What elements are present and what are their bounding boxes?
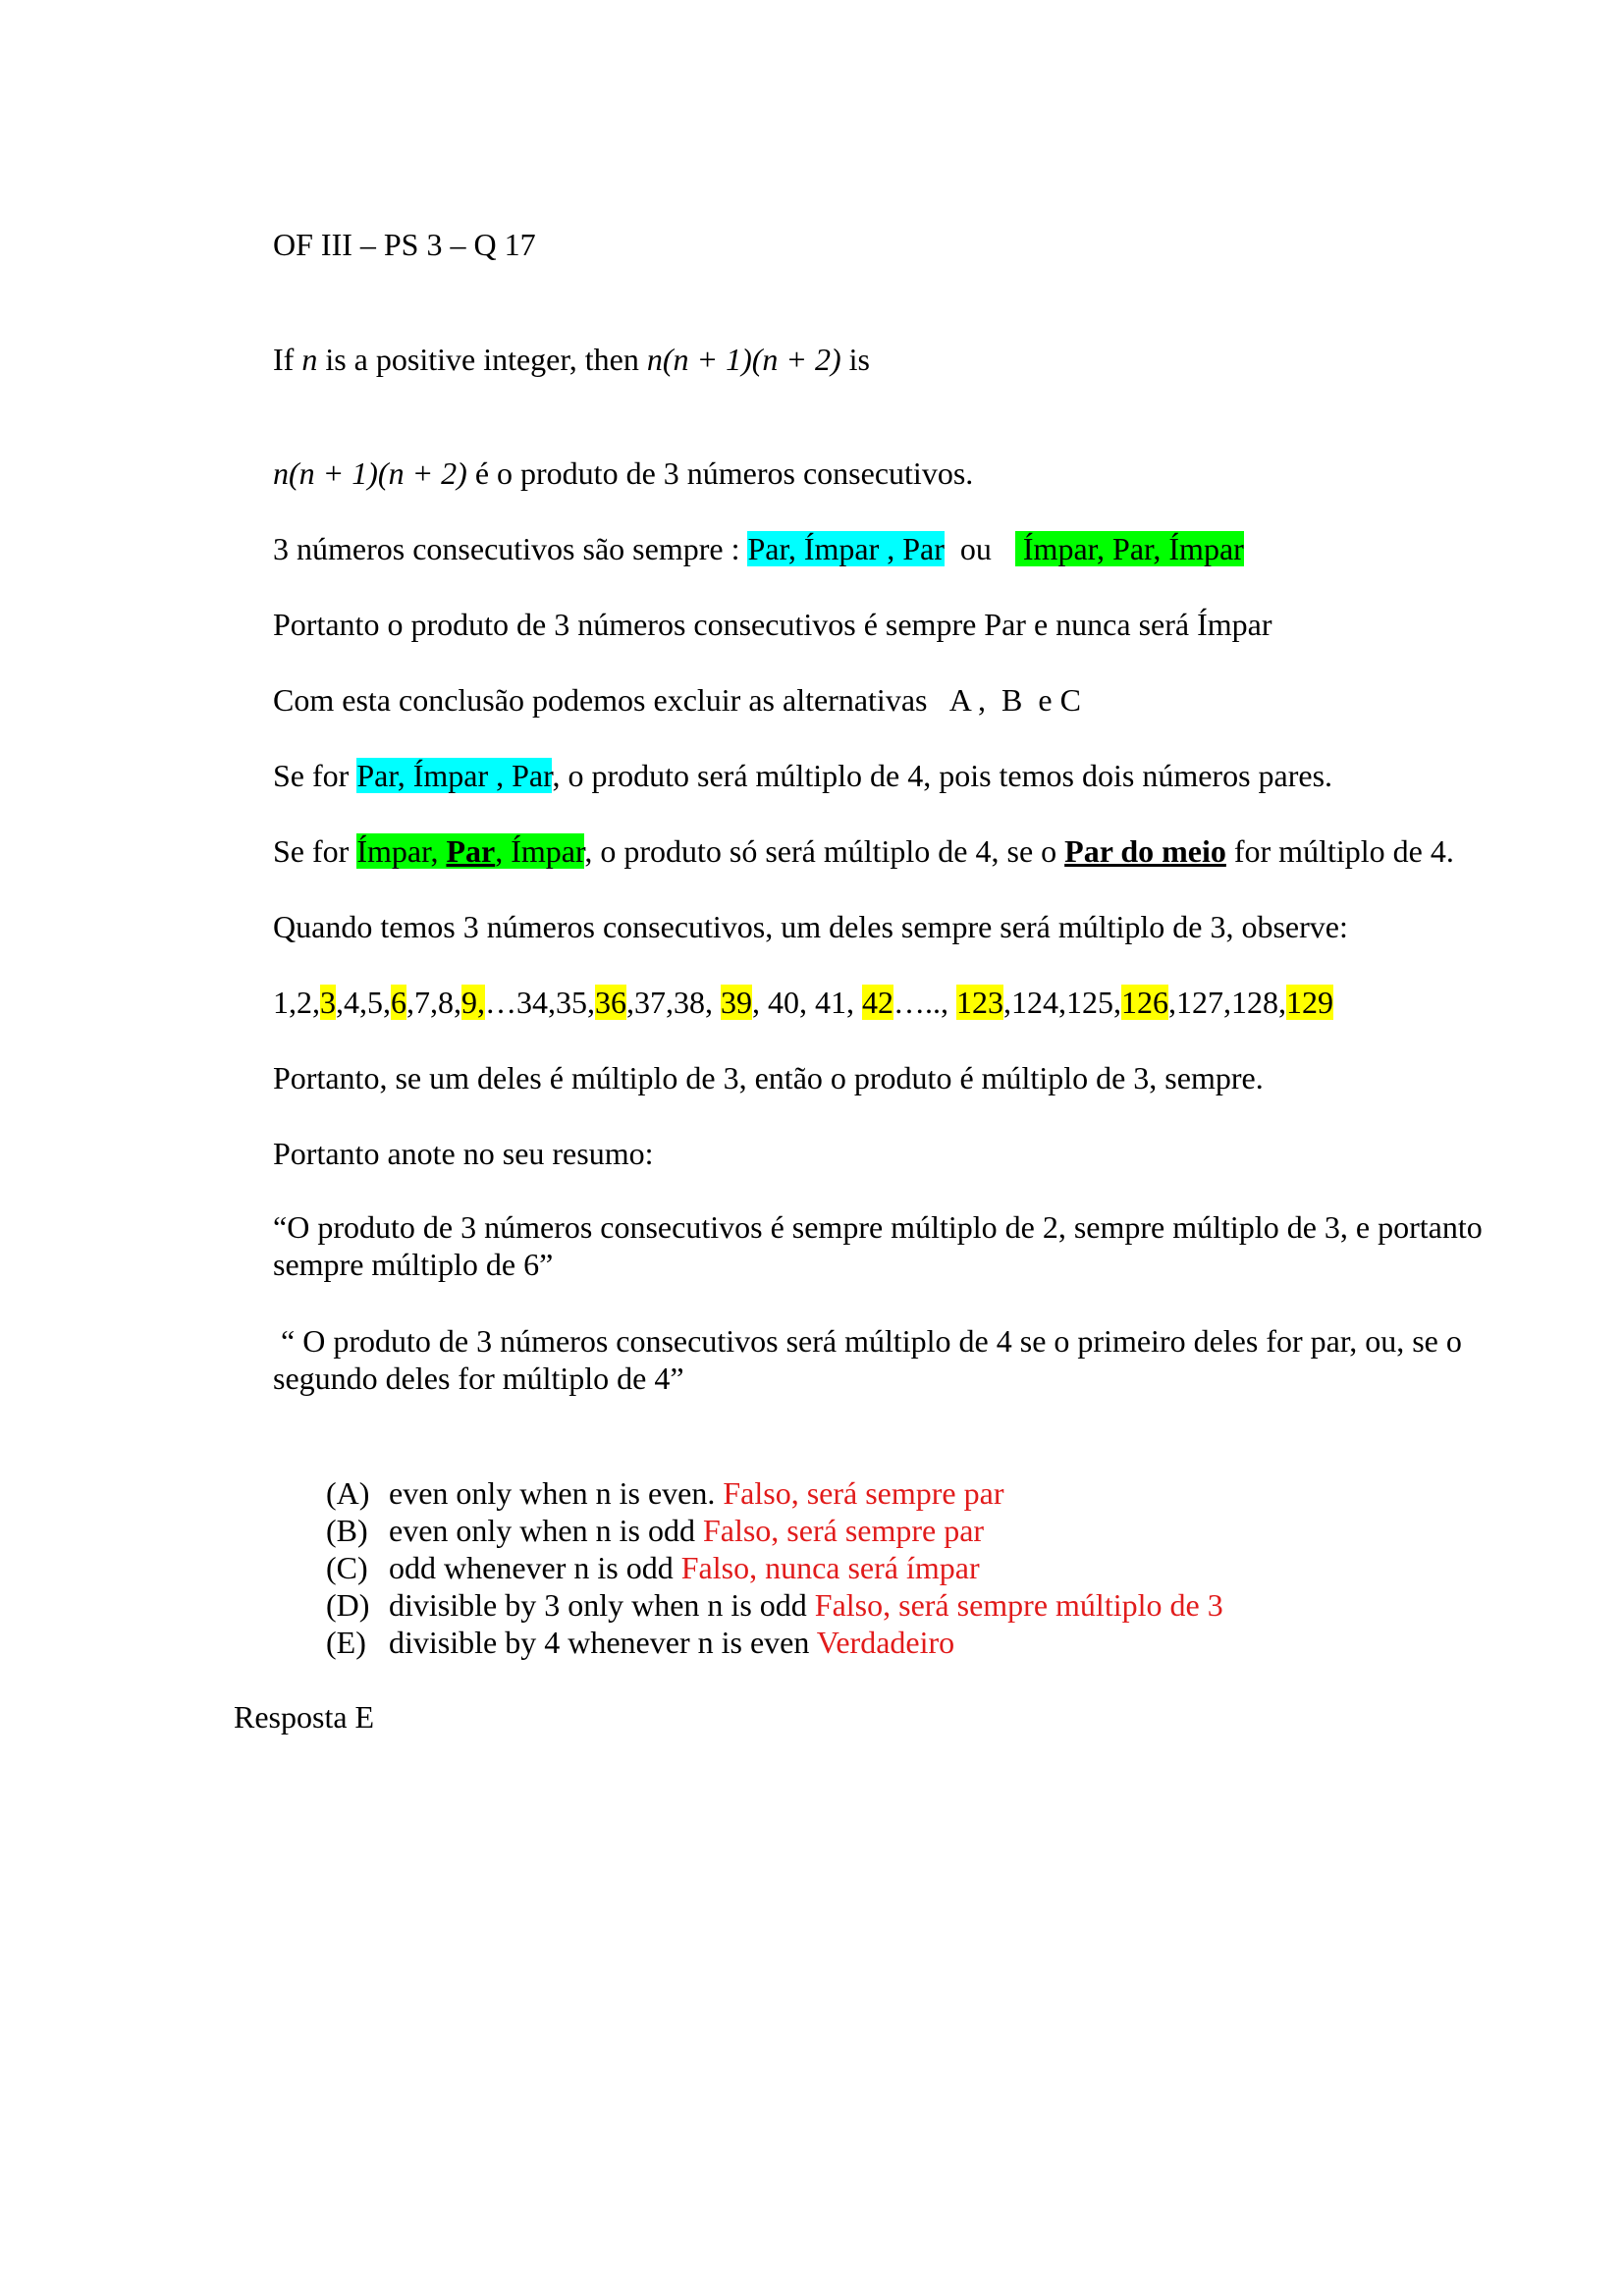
question-line bbox=[273, 341, 870, 378]
seq-text: ,4,5, bbox=[336, 985, 391, 1020]
sequence-line bbox=[273, 984, 1333, 1021]
par-do-meio: Par do meio bbox=[1064, 833, 1226, 869]
option-letter: (D) bbox=[326, 1587, 370, 1623]
question-p1: If bbox=[273, 342, 302, 377]
patterns-line bbox=[273, 530, 1244, 567]
case2-lead: Se for bbox=[273, 833, 357, 869]
case2-highlight bbox=[356, 833, 584, 869]
seq-highlight: 39 bbox=[721, 985, 752, 1020]
patterns-ou: ou bbox=[944, 531, 1015, 566]
question-p2: is a positive integer, then bbox=[317, 342, 647, 377]
case1-rest: , o produto será múltiplo de 4, pois temos dois números pares. bbox=[552, 758, 1333, 793]
conclusion-even: Portanto o produto de 3 números consecutivos é sempre Par e nunca será Ímpar bbox=[273, 607, 1272, 642]
option-letter: (B) bbox=[326, 1513, 368, 1548]
option-letter: (A) bbox=[326, 1475, 370, 1511]
option-b bbox=[326, 1512, 984, 1549]
case1-lead: Se for bbox=[273, 758, 357, 793]
seq-text: ….., bbox=[893, 985, 956, 1020]
case2-h3: , Ímpar bbox=[495, 833, 585, 869]
seq-text: …34,35, bbox=[485, 985, 595, 1020]
option-a bbox=[326, 1474, 1003, 1512]
seq-text: ,124,125, bbox=[1003, 985, 1121, 1020]
statement-text: é o produto de 3 números consecutivos. bbox=[466, 455, 974, 491]
doc-header: OF III – PS 3 – Q 17 bbox=[273, 227, 536, 262]
summary-quote-2: “ O produto de 3 números consecutivos será múltiplo de 4 se o primeiro deles for par, ou, se o segundo deles for múltiplo de 4” bbox=[273, 1323, 1470, 1396]
seq-highlight: 129 bbox=[1286, 985, 1333, 1020]
option-note: Verdadeiro bbox=[816, 1625, 955, 1660]
seq-highlight: 36 bbox=[595, 985, 626, 1020]
case1-highlight: Par, Ímpar , Par bbox=[356, 758, 553, 793]
seq-highlight: 123 bbox=[956, 985, 1003, 1020]
option-d bbox=[326, 1586, 1223, 1624]
seq-highlight: 9, bbox=[461, 985, 485, 1020]
note-lead: Portanto anote no seu resumo: bbox=[273, 1136, 654, 1171]
pattern-par-impar-par: Par, Ímpar , Par bbox=[747, 531, 945, 566]
option-note: Falso, nunca será ímpar bbox=[680, 1550, 980, 1585]
case2-h1: Ímpar, bbox=[356, 833, 447, 869]
exclusion-line: Com esta conclusão podemos excluir as alternativas A , B e C bbox=[273, 682, 1081, 718]
case2-h2: Par bbox=[446, 833, 496, 869]
option-note: Falso, será sempre múltiplo de 3 bbox=[814, 1587, 1223, 1623]
option-text: even only when n is even. bbox=[389, 1475, 724, 1511]
case2-mid: , o produto só será múltiplo de 4, se o bbox=[584, 833, 1065, 869]
patterns-lead: 3 números consecutivos são sempre : bbox=[273, 531, 748, 566]
statement-line bbox=[273, 454, 973, 492]
seq-highlight: 42 bbox=[862, 985, 893, 1020]
seq-highlight: 6 bbox=[391, 985, 406, 1020]
question-var-n: n bbox=[301, 342, 318, 377]
seq-text: ,7,8, bbox=[406, 985, 461, 1020]
seq-text: ,37,38, bbox=[626, 985, 721, 1020]
option-e bbox=[326, 1624, 954, 1661]
conclusion-mult3: Portanto, se um deles é múltiplo de 3, então o produto é múltiplo de 3, sempre. bbox=[273, 1060, 1264, 1095]
option-text: divisible by 4 whenever n is even bbox=[389, 1625, 817, 1660]
case2-end: for múltiplo de 4. bbox=[1225, 833, 1454, 869]
seq-text: ,127,128, bbox=[1168, 985, 1286, 1020]
mult3-intro: Quando temos 3 números consecutivos, um deles sempre será múltiplo de 3, observe: bbox=[273, 909, 1348, 944]
option-text: even only when n is odd bbox=[389, 1513, 703, 1548]
seq-highlight: 126 bbox=[1121, 985, 1168, 1020]
option-letter: (C) bbox=[326, 1550, 368, 1585]
question-p3: is bbox=[840, 342, 870, 377]
option-letter: (E) bbox=[326, 1625, 366, 1660]
seq-text: 1,2, bbox=[273, 985, 320, 1020]
question-expr: n(n + 1)(n + 2) bbox=[646, 342, 841, 377]
answer-line: Resposta E bbox=[234, 1699, 375, 1735]
option-note: Falso, será sempre par bbox=[702, 1513, 985, 1548]
seq-text: , 40, 41, bbox=[752, 985, 862, 1020]
case2-line bbox=[273, 832, 1454, 870]
summary-quote-1: “O produto de 3 números consecutivos é sempre múltiplo de 2, sempre múltiplo de 3, e portanto sempre múltiplo de 6” bbox=[273, 1209, 1483, 1282]
statement-expr: n(n + 1)(n + 2) bbox=[273, 455, 467, 491]
seq-highlight: 3 bbox=[320, 985, 336, 1020]
case1-line bbox=[273, 757, 1332, 794]
pattern-impar-par-impar: Ímpar, Par, Ímpar bbox=[1014, 531, 1244, 566]
option-c bbox=[326, 1549, 980, 1586]
option-text: divisible by 3 only when n is odd bbox=[389, 1587, 815, 1623]
option-text: odd whenever n is odd bbox=[389, 1550, 681, 1585]
option-note: Falso, será sempre par bbox=[723, 1475, 1004, 1511]
